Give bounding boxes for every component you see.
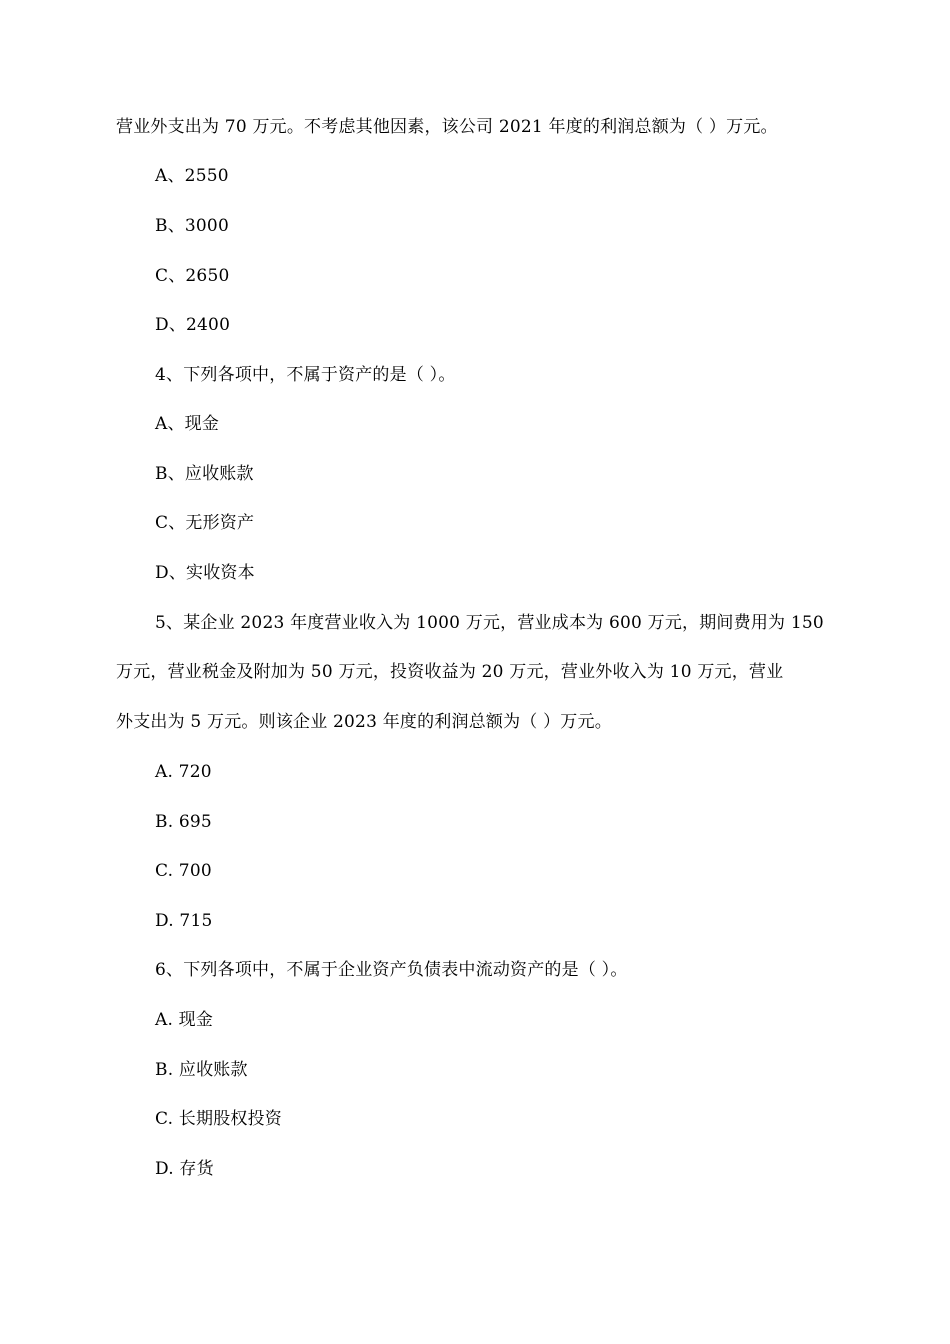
question-5-option-c: C. 700	[155, 861, 212, 881]
question-6-option-b: B. 应收账款	[155, 1060, 248, 1080]
question-4-option-a: A、现金	[155, 414, 220, 434]
question-4-option-d: D、实收资本	[155, 563, 255, 583]
question-6-option-a: A. 现金	[155, 1010, 214, 1030]
question-3-option-c: C、2650	[155, 266, 230, 286]
question-5-option-a: A. 720	[155, 762, 212, 782]
question-3-option-a: A、2550	[155, 166, 229, 186]
question-3-option-b: B、3000	[155, 216, 229, 236]
question-6-option-d: D. 存货	[155, 1159, 214, 1179]
question-5-option-d: D. 715	[155, 911, 213, 931]
question-5-stem-line-3: 外支出为 5 万元。则该企业 2023 年度的利润总额为（ ）万元。	[116, 712, 612, 732]
question-5-stem-line-1: 5、某企业 2023 年度营业收入为 1000 万元，营业成本为 600 万元，期间费用为 150	[155, 613, 824, 633]
question-3-continuation: 营业外支出为 70 万元。不考虑其他因素，该公司 2021 年度的利润总额为（ ）万元。	[116, 117, 778, 137]
question-3-option-d: D、2400	[155, 315, 231, 335]
question-5-stem-line-2: 万元，营业税金及附加为 50 万元，投资收益为 20 万元，营业外收入为 10 万元，营业	[116, 662, 784, 682]
question-6-option-c: C. 长期股权投资	[155, 1109, 283, 1129]
question-4-stem: 4、下列各项中，不属于资产的是（ ）。	[155, 365, 456, 385]
question-4-option-c: C、无形资产	[155, 513, 255, 533]
question-5-option-b: B. 695	[155, 812, 212, 832]
question-4-option-b: B、应收账款	[155, 464, 254, 484]
question-6-stem: 6、下列各项中，不属于企业资产负债表中流动资产的是（ ）。	[155, 960, 628, 980]
